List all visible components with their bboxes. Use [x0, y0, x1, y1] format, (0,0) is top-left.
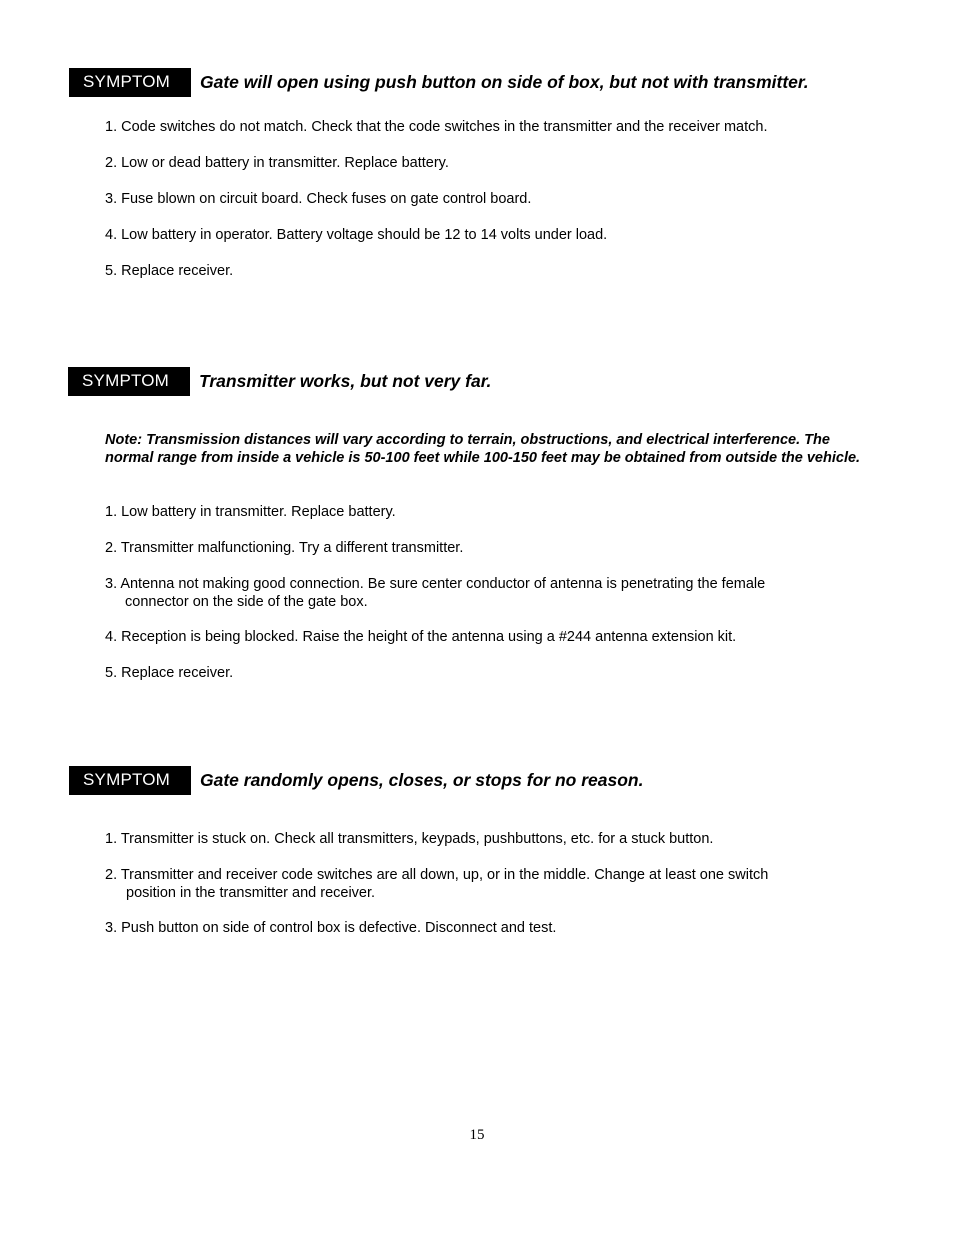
list-item: 2. Transmitter and receiver code switches are all down, up, or in the middle. Change at least one switch [105, 867, 769, 883]
list-item-continuation: position in the transmitter and receiver. [126, 885, 376, 901]
page-number: 15 [469, 1127, 485, 1143]
list-item: 5. Replace receiver. [105, 665, 234, 681]
list-item: 3. Antenna not making good connection. Be sure center conductor of antenna is penetrating the female [105, 576, 766, 592]
list-item: 2. Transmitter malfunctioning. Try a different transmitter. [105, 540, 464, 556]
list-item: 4. Low battery in operator. Battery voltage should be 12 to 14 volts under load. [105, 227, 608, 243]
symptom-title: Transmitter works, but not very far. [199, 371, 492, 391]
list-item: 1. Code switches do not match. Check that the code switches in the transmitter and the receiver match. [105, 119, 768, 135]
symptom-title: Gate randomly opens, closes, or stops for no reason. [200, 770, 644, 790]
list-item: 3. Fuse blown on circuit board. Check fuses on gate control board. [105, 191, 532, 207]
list-item: 2. Low or dead battery in transmitter. Replace battery. [105, 155, 449, 171]
list-item: 1. Low battery in transmitter. Replace battery. [105, 504, 396, 520]
list-item: 1. Transmitter is stuck on. Check all transmitters, keypads, pushbuttons, etc. for a stuck button. [105, 831, 714, 847]
note-text: Note: Transmission distances will vary according to terrain, obstructions, and electrical interference. The normal range from inside a vehicle is 50-100 feet while 100-150 feet may be obtained from outside the vehicle. [105, 432, 861, 466]
list-item: 5. Replace receiver. [105, 263, 234, 279]
list-item: 4. Reception is being blocked. Raise the height of the antenna using a #244 antenna extension kit. [105, 629, 737, 645]
symptom-badge: SYMPTOM [69, 766, 191, 795]
symptom-title: Gate will open using push button on side of box, but not with transmitter. [200, 72, 809, 92]
list-item-continuation: connector on the side of the gate box. [125, 594, 368, 610]
symptom-badge: SYMPTOM [69, 68, 191, 97]
list-item: 3. Push button on side of control box is defective. Disconnect and test. [105, 920, 557, 936]
symptom-badge: SYMPTOM [68, 367, 190, 396]
